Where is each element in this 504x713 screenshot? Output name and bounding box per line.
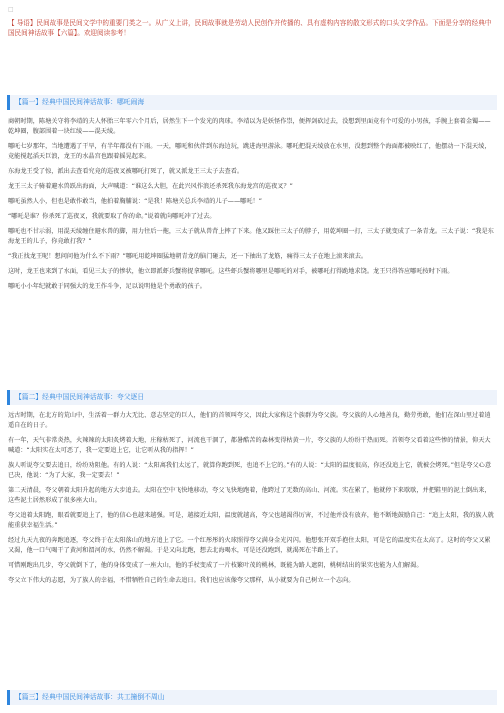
paragraph: 远古时期，在北方的荒山中，生活着一群力大无比、意志坚定的巨人，他们的首领叫夸父，因此大家称这个族群为夸父族。夸父族的人心地善良，勤劳勇敢，他们在深山里过着逍遥自在的日子。 <box>8 412 491 429</box>
section-3-title: 【篇三】经典中国民间神话故事：共工撞倒不周山 <box>15 693 165 701</box>
section-1-title: 【篇一】经典中国民间神话故事：哪吒闹海 <box>15 98 145 106</box>
paragraph: 可惜刚跑出几步，夸父就倒下了，他的身体变成了一座大山，他的手杖变成了一片枝繁叶茂的桃林，既能为路人遮阴，桃树结出的果实也能为人们解渴。 <box>8 562 423 569</box>
paragraph: 哪吒七岁那年，当地遭遇了干旱，有半年都没有下雨。一天，哪吒和伙伴到东海边玩，跳进海里游泳。哪吒把混天绫放在水里，没想到整个海面都被映红了，他摆动一下混天绫，竟能搅起滔天巨浪，龙王的水晶宫也跟着摇晃起来。 <box>8 143 491 160</box>
section-2-title: 【篇二】经典中国民间神话故事：夸父逐日 <box>15 393 145 401</box>
section-3-heading <box>7 690 497 705</box>
paragraph: 哪吒虽然人小，但也是敢作敢当，他拍着胸脯说：“是我！陈塘关总兵李靖的儿子——哪吒！” <box>8 198 262 205</box>
intro-guide: 【 导语】民间故事是民间文学中的重要门类之一。从广义上讲，民间故事就是劳动人民创作并传播的、具有虚构内容的散文形式的口头文学作品。下面是分享的经典中国民间神话故事【六篇】。欢迎阅读参考！ <box>8 19 492 37</box>
section-2-body <box>8 411 496 591</box>
paragraph: “哪吒是谁？你杀死了巡夜叉，我就要取了你的命。”说着就向哪吒冲了过去。 <box>8 213 216 220</box>
paragraph: 这时，龙王也来到了水面，看见三太子的惨状，他立即派虾兵蟹将捉拿哪吒。这些虾兵蟹将哪里是哪吒的对手，被哪吒打得跪地求饶。龙王只得答应哪吒按时下雨。 <box>8 268 454 275</box>
section-1-body <box>8 117 496 297</box>
paragraph: 族人听说夸父要去追日，纷纷劝阻他。有的人说：“太阳离我们太远了，就算你跑到死，也追不上它的。”有的人说：“太阳的温度很高，你还没追上它，就被会烤死。”但是夸父心意已决，他说：“为了大家，我一定要去！” <box>8 462 492 479</box>
paragraph: 第二天清晨，夸父朝着太阳升起的地方大步追去。太阳在空中飞快地移动，夸父飞快地跑着，他跨过了无数的高山、河流。实在累了，他就停下来歇歇，并把鞋里的泥土倒出来，这些泥土居然形成了很多座大山。 <box>8 487 491 504</box>
section-1-heading <box>7 95 497 110</box>
top-mark: □ <box>8 6 14 13</box>
paragraph: 经过九天九夜的奔跑追逐，夸父终于在太阳落山的地方追上了它。一个红彤彤的火球照得夸父满身金光闪闪。他想张开双手抱住太阳，可是它的温度实在太高了。这时的夸父又累又渴，他一口气喝干了黄河和渭河的水，仍然不解渴。于是又向北跑，想去北海喝水，可是还没跑到，就渴死在半路上了。 <box>8 537 491 554</box>
paragraph: 哪吒小小年纪就敢于同强大的龙王作斗争，足以说明他是个勇敢的孩子。 <box>8 283 206 290</box>
paragraph: 龙王三太子骑着避水兽跃出海面，大声喊道：“谁这么大胆，在此兴风作浪还杀死我东海龙宫的巡夜叉？” <box>8 183 293 190</box>
paragraph: 有一年，天气非常炎热，火辣辣的太阳炙烤着大地，庄稼枯死了，河流也干涸了，都暑酷苦的森林变得枯黄一片，夸父族的人纷纷干热而死。首领夸父看着这些惨的情景，仰天大喊道：“太阳实在太可恶了，我一定要追上它，让它听从我的指挥！” <box>8 437 491 454</box>
paragraph: 商朝时期，陈塘关守将李靖的夫人怀胎三年零六个月后，居然生下一个发光的肉球。李靖以为是妖怪作祟，便挥剑砍过去，没想到里面竟有个可爱的小男孩，手腕上套着金镯——乾坤圈，腹部围着一块红绫——混天绫。 <box>8 118 491 135</box>
paragraph: 东海龙王受了惊，派出去查看究竟的巡夜叉被哪吒打死了，就又派龙王三太子去查看。 <box>8 168 244 175</box>
paragraph: “我正找龙王呢！想问问他为什么不下雨？”哪吒用乾坤圈猛地朝青龙的脑门砸去，还一下抽出了龙筋，痛得三太子在地上滚来滚去。 <box>8 253 368 260</box>
section-2-heading <box>7 390 497 405</box>
paragraph: 哪吒也不甘示弱，用混天绫缠住避水兽的脚，用力往后一拖，三太子就从兽背上摔了下来。他又踩住三太子的脖子，用乾坤圈一打，三太子就变成了一条青龙。三太子说：“我是东海龙王的儿子，你竟敢打我？” <box>8 228 494 245</box>
paragraph: 夸父追着太阳跑，眼看就要追上了，他的信心也越来越强。可是，越接近太阳，温度就越高，夸父也越渴得厉害，不过他并没有放弃，他不断地鼓励自己：“追上太阳，我的族人就能重获幸福生活。” <box>8 512 494 529</box>
paragraph: 夸父立下伟大的志愿，为了族人的幸福，不惜牺牲自己的生命去追日。我们也应该像夸父那样，从小就要为自己树立一个志向。 <box>8 577 355 584</box>
